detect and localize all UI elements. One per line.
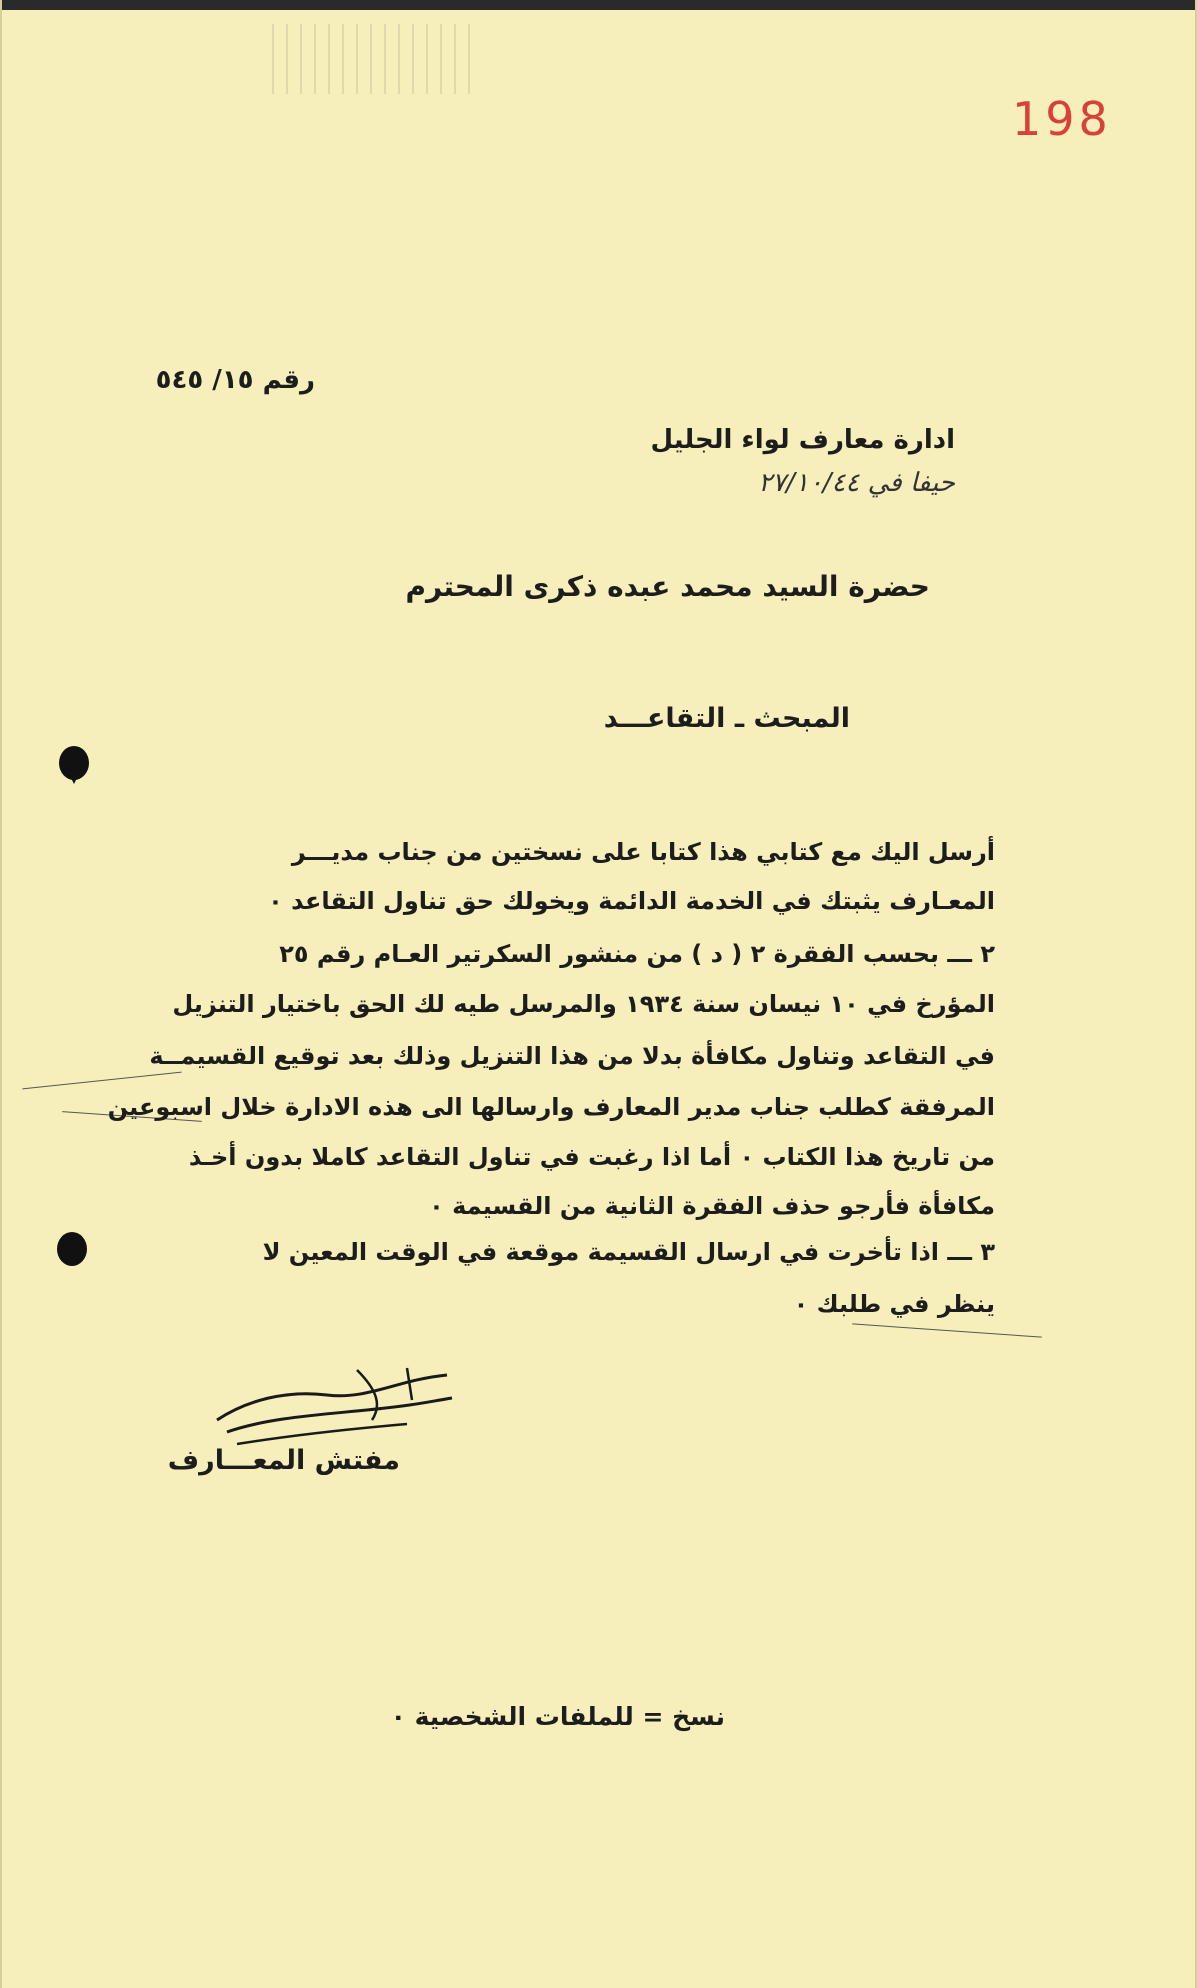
body-line: ٣ ـــ اذا تأخرت في ارسال القسيمة موقعة في الوقت المعين لا [262, 1238, 995, 1266]
body-line: ٢ ـــ بحسب الفقرة ٢ ( د ) من منشور السكرتير العـام رقم ٢٥ [279, 940, 995, 968]
body-line: المؤرخ في ١٠ نيسان سنة ١٩٣٤ والمرسل طيه لك الحق باختيار التنزيل [172, 990, 995, 1018]
pen-stroke [852, 1323, 1042, 1337]
page-number: 198 [1012, 92, 1112, 146]
place-and-date: حيفا في ٢٧/١٠/٤٤ [758, 468, 955, 498]
body-line: مكافأة فأرجو حذف الفقرة الثانية من القسيمة ٠ [429, 1192, 995, 1220]
body-line: المعـارف يثبتك في الخدمة الدائمة ويخولك حق تناول التقاعد ٠ [268, 887, 995, 915]
subject-line: المبحث ـ التقاعـــد [603, 703, 850, 734]
handwritten-signature [207, 1360, 462, 1450]
pen-stroke [22, 1072, 181, 1090]
body-line: المرفقة كطلب جناب مدير المعارف وارسالها الى هذه الادارة خلال اسبوعين [107, 1093, 995, 1121]
body-line: من تاريخ هذا الكتاب ٠ أما اذا رغبت في تناول التقاعد كاملا بدون أخـذ [188, 1143, 995, 1171]
body-line: ينظر في طلبك ٠ [793, 1290, 995, 1318]
issuing-office: ادارة معارف لواء الجليل [650, 425, 955, 455]
copies-note: نسخ = للملفات الشخصية ٠ [390, 1702, 725, 1731]
punch-hole-mark [57, 1232, 87, 1266]
addressee-line: حضرة السيد محمد عبده ذكرى المحترم [405, 570, 930, 603]
signatory-title: مفتش المعـــارف [167, 1445, 400, 1476]
body-line: في التقاعد وتناول مكافأة بدلا من هذا التنزيل وذلك بعد توقيع القسيمــة [149, 1042, 995, 1070]
scan-artifact [272, 24, 472, 94]
body-line: أرسل اليك مع كتابي هذا كتابا على نسختين من جناب مديـــر [291, 838, 995, 866]
punch-hole-mark [59, 746, 89, 780]
scan-top-edge [2, 0, 1197, 10]
reference-number: رقم ١٥/ ٥٤٥ [155, 365, 315, 395]
